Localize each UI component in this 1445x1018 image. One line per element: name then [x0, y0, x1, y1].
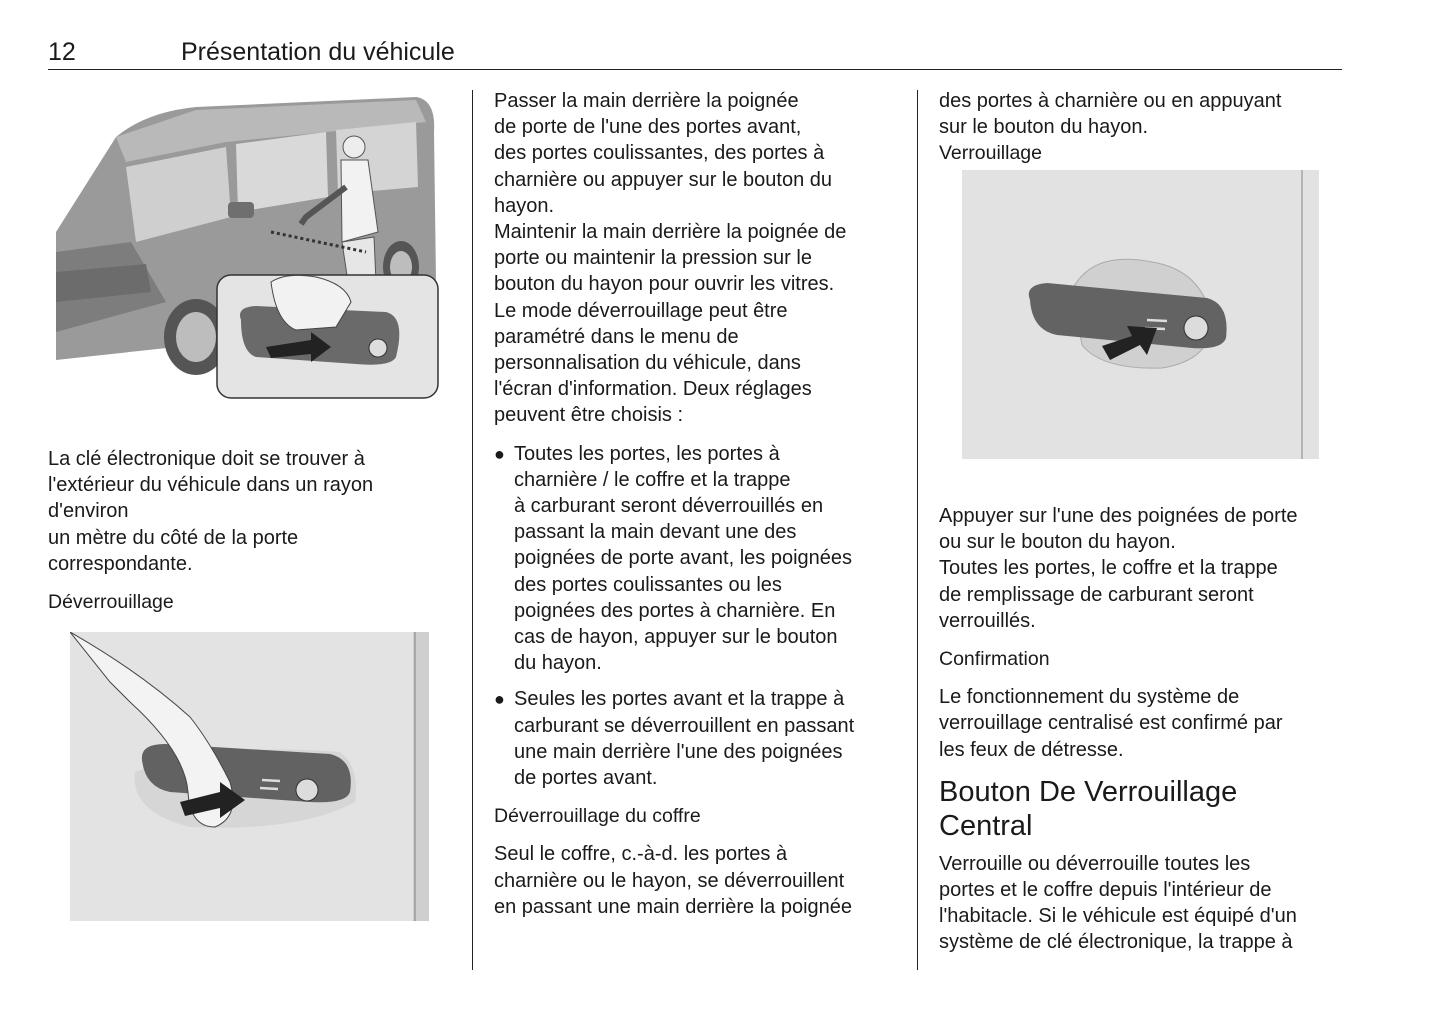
body-line: des portes coulissantes, des portes à [494, 142, 825, 165]
column-2-text [494, 88, 899, 920]
body-line: portes et le coffre depuis l'intérieur de [939, 879, 1272, 902]
column-divider-1 [472, 90, 473, 970]
body-line: cas de hayon, appuyer sur le bouton [514, 626, 838, 649]
handle-press-illustration [962, 170, 1319, 459]
body-line: verrouillage centralisé est confirmé par [939, 712, 1283, 735]
unlock-heading: Déverrouillage [48, 591, 174, 614]
body-line: carburant se déverrouillent en passant [514, 714, 855, 737]
body-line: Verrouille ou déverrouille toutes les [939, 852, 1251, 875]
body-line: des portes à charnière ou en appuyant [939, 90, 1282, 112]
page-number: 12 [48, 38, 76, 66]
body-line: à carburant seront déverrouillés en [514, 495, 824, 518]
body-line: en passant une main derrière la poignée [494, 895, 853, 918]
body-line: système de clé électronique, la trappe à [939, 931, 1293, 954]
body-line: les feux de détresse. [939, 738, 1124, 761]
column-3-bottom-text [939, 503, 1339, 956]
column-3-top-text [939, 88, 1339, 167]
list-item [494, 686, 899, 791]
column-divider-2 [917, 90, 918, 970]
trunk-unlock-heading: Déverrouillage du coffre [494, 805, 701, 828]
body-line: paramétré dans le menu de [494, 325, 739, 348]
body-line: Passer la main derrière la poignée [494, 90, 799, 112]
body-line: une main derrière l'une des poignées [514, 740, 843, 763]
body-line: un mètre du côté de la porte [48, 526, 299, 549]
body-line: Toutes les portes, le coffre et la trappe [939, 557, 1278, 580]
body-line: charnière / le coffre et la trappe [514, 468, 791, 491]
lock-heading: Verrouillage [939, 142, 1042, 165]
body-line: La clé électronique doit se trouver à [48, 448, 365, 470]
body-line: de remplissage de carburant seront [939, 583, 1254, 606]
body-line: l'extérieur du véhicule dans un rayon [48, 474, 374, 497]
body-line: verrouillés. [939, 609, 1036, 632]
body-line: personnalisation du véhicule, dans [494, 352, 801, 375]
body-line: d'environ [48, 500, 129, 523]
body-line: des portes coulissantes ou les [514, 573, 782, 596]
body-line: charnière ou le hayon, se déverrouillent [494, 869, 845, 892]
body-line: porte ou maintenir la pression sur le [494, 247, 812, 270]
section-title: Central [939, 809, 1033, 842]
body-line: charnière ou appuyer sur le bouton du [494, 168, 833, 191]
body-line: de porte de l'une des portes avant, [494, 116, 802, 139]
body-line: Toutes les portes, les portes à [514, 442, 780, 465]
body-line: Appuyer sur l'une des poignées de porte [939, 505, 1298, 527]
body-line: l'habitacle. Si le véhicule est équipé d'un [939, 905, 1297, 928]
body-line: peuvent être choisis : [494, 404, 683, 427]
hand-unlock-illustration [70, 632, 429, 921]
body-line: ou sur le bouton du hayon. [939, 531, 1176, 554]
body-line: bouton du hayon pour ouvrir les vitres. [494, 273, 835, 296]
section-title: Bouton De Verrouillage [939, 775, 1238, 808]
van-illustration [56, 92, 440, 400]
body-line: Seul le coffre, c.-à-d. les portes à [494, 843, 788, 866]
body-line: poignées des portes à charnière. En [514, 599, 836, 622]
confirmation-heading: Confirmation [939, 648, 1050, 671]
body-line: de portes avant. [514, 767, 658, 790]
options-list [494, 441, 899, 792]
bullet-icon: ● [494, 443, 505, 464]
body-line: du hayon. [514, 652, 602, 675]
column-1-text [48, 446, 458, 615]
page-title: Présentation du véhicule [181, 38, 455, 66]
body-line: Maintenir la main derrière la poignée de [494, 221, 847, 244]
body-line: l'écran d'information. Deux réglages [494, 378, 812, 401]
body-line: hayon. [494, 194, 555, 217]
bullet-icon: ● [494, 689, 505, 710]
body-line: Le fonctionnement du système de [939, 686, 1240, 709]
body-line: poignées de porte avant, les poignées [514, 547, 853, 570]
header-rule [48, 69, 1342, 70]
body-line: Seules les portes avant et la trappe à [514, 688, 845, 711]
body-line: Le mode déverrouillage peut être [494, 299, 788, 322]
body-line: passant la main devant une des [514, 521, 797, 544]
list-item [494, 441, 899, 677]
body-line: sur le bouton du hayon. [939, 116, 1149, 139]
body-line: correspondante. [48, 552, 193, 575]
